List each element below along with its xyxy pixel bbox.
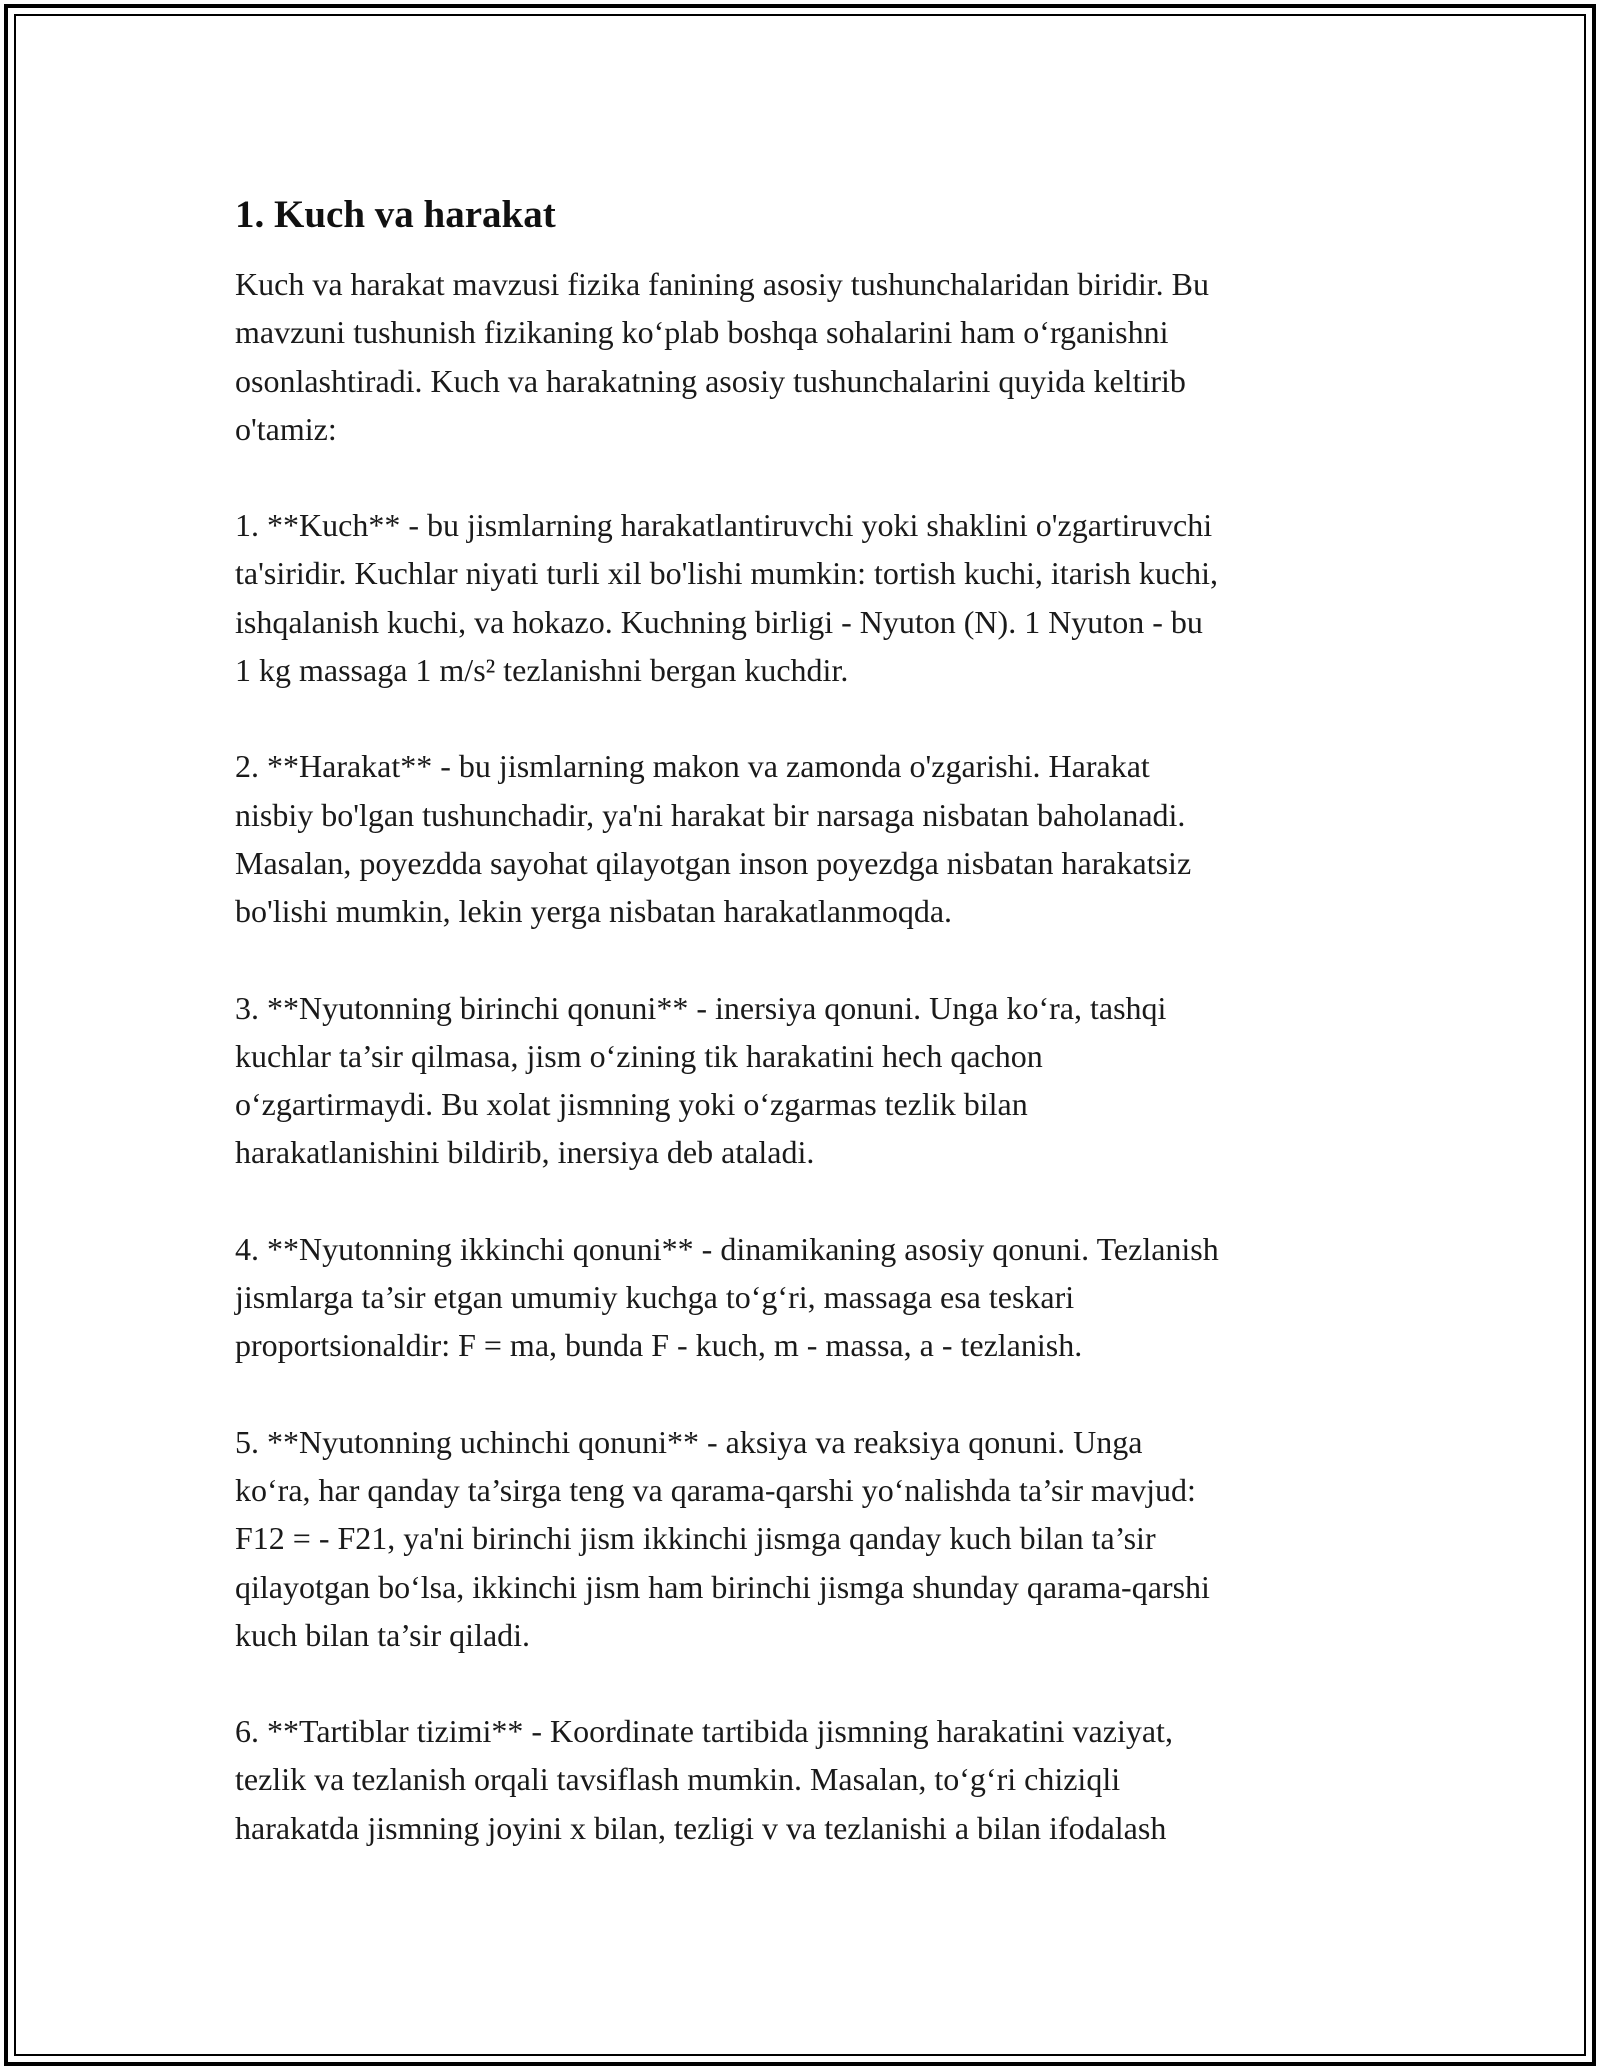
paragraph-kuch: 1. **Kuch** - bu jismlarning harakatlantiruvchi yoki shaklini o'zgartiruvchi ta'siridir. Kuchlar niyati turli xil bo'lishi mumkin: tortish kuchi, itarish kuchi, ishqalanish kuchi, va hokazo. Kuchning birligi - Nyuton (N). 1 Nyuton - bu 1 kg massaga 1 m/s² tezlanishni bergan kuchdir. bbox=[235, 507, 1218, 689]
section-title: 1. Kuch va harakat bbox=[235, 193, 556, 236]
document-body bbox=[235, 180, 1375, 1900]
paragraph-harakat: 2. **Harakat** - bu jismlarning makon va zamonda o'zgarishi. Harakat nisbiy bo'lgan tushunchadir, ya'ni harakat bir narsaga nisbatan baholanadi. Masalan, poyezdda sayohat qilayotgan inson poyezdga nisbatan harakatsiz bo'lishi mumkin, lekin yerga nisbatan harakatlanmoqda. bbox=[235, 748, 1192, 930]
paragraph-newton-first-law: 3. **Nyutonning birinchi qonuni** - inersiya qonuni. Unga ko‘ra, tashqi kuchlar ta’sir qilmasa, jism o‘zining tik harakatini hech qachon o‘zgartirmaydi. Bu xolat jismning yoki o‘zgarmas tezlik bilan harakatlanishini bildirib, inersiya deb ataladi. bbox=[235, 989, 1167, 1171]
paragraph-newton-second-law: 4. **Nyutonning ikkinchi qonuni** - dinamikaning asosiy qonuni. Tezlanish jismlarga ta’sir etgan umumiy kuchga to‘g‘ri, massaga esa teskari proportsionaldir: F = ma, bunda F - kuch, m - massa, a - tezlanish. bbox=[235, 1230, 1219, 1364]
paragraph-newton-third-law: 5. **Nyutonning uchinchi qonuni** - aksiya va reaksiya qonuni. Unga ko‘ra, har qanday ta’sirga teng va qarama-qarshi yo‘nalishda ta’sir mavjud: F12 = - F21, ya'ni birinchi jism ikkinchi jismga qanday kuch bilan ta’sir qilayotgan bo‘lsa, ikkinchi jism ham birinchi jismga shunday qarama-qarshi kuch bilan ta’sir qiladi. bbox=[235, 1423, 1210, 1653]
paragraph-reference-frames: 6. **Tartiblar tizimi** - Koordinate tartibida jismning harakatini vaziyat, tezlik va tezlanish orqali tavsiflash mumkin. Masalan, to‘g‘ri chiziqli harakatda jismning joyini x bilan, tezligi v va tezlanishi a bilan ifodalash bbox=[235, 1713, 1173, 1846]
paragraph-intro: Kuch va harakat mavzusi fizika fanining asosiy tushunchalaridan biridir. Bu mavzuni tushunish fizikaning ko‘plab boshqa sohalarini ham o‘rganishni osonlashtiradi. Kuch va harakatning asosiy tushunchalarini quyida keltirib o'tamiz: bbox=[235, 266, 1209, 447]
